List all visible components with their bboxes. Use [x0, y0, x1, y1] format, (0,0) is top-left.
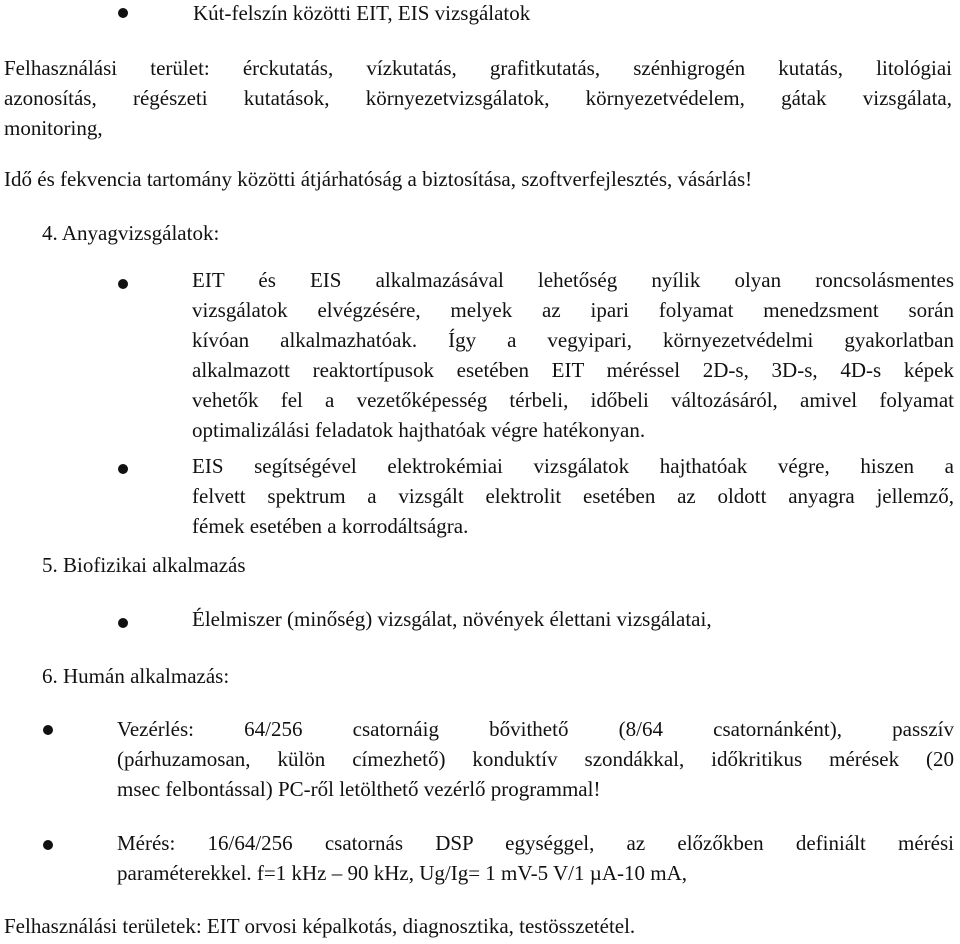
- bullet-dot: [118, 8, 128, 18]
- bullet-dot: [43, 840, 53, 850]
- section-6-heading: 6. Humán alkalmazás:: [42, 664, 230, 688]
- s6-b2-line-2: paraméterekkel. f=1 kHz – 90 kHz, Ug/Ig= 1 mV-5 V/1 µA-10 mA,: [117, 861, 688, 885]
- s4-b1-line-2: vizsgálatok elvégzésére, melyek az ipari folyamat menedzsment során: [192, 298, 954, 322]
- s4-b1-line-5: vehetők fel a vezetőképesség térbeli, időbeli változásáról, amivel folyamat: [192, 388, 954, 412]
- s4-b2-line-2: felvett spektrum a vizsgált elektrolit esetében az oldott anyagra jellemző,: [192, 484, 954, 508]
- usage-line-1: Felhasználási terület: érckutatás, vízkutatás, grafitkutatás, szénhigrogén kutatás, litológiai: [4, 56, 952, 80]
- s6-b1-line-2: (párhuzamosan, külön címezhető) konduktív szondákkal, időkritikus mérések (20: [117, 747, 954, 771]
- s4-b1-line-4: alkalmazott reaktortípusok esetében EIT méréssel 2D-s, 3D-s, 4D-s képek: [192, 358, 954, 382]
- s4-b2-line-1: EIS segítségével elektrokémiai vizsgálatok hajthatóak végre, hiszen a: [192, 454, 954, 478]
- usage-areas-line: Felhasználási területek: EIT orvosi képalkotás, diagnosztika, testösszetétel.: [4, 914, 636, 938]
- usage-line-3: monitoring,: [4, 116, 103, 140]
- bullet-dot: [118, 279, 128, 289]
- section-4-heading: 4. Anyagvizsgálatok:: [42, 221, 220, 245]
- s6-b1-line-1: Vezérlés: 64/256 csatornáig bővithető (8/64 csatornánként), passzív: [117, 717, 954, 741]
- bullet-dot: [118, 464, 128, 474]
- s5-b1-text: Élelmiszer (minőség) vizsgálat, növények élettani vizsgálatai,: [192, 607, 712, 631]
- bullet-dot: [118, 618, 128, 628]
- section-5-heading: 5. Biofizikai alkalmazás: [42, 553, 246, 577]
- bullet-dot: [43, 725, 53, 735]
- usage-line-2: azonosítás, régészeti kutatások, környezetvizsgálatok, környezetvédelem, gátak vizsgálata,: [4, 86, 952, 110]
- s4-b1-line-3: kívóan alkalmazhatóak. Így a vegyipari, környezetvédelmi gyakorlatban: [192, 328, 954, 352]
- s6-b1-line-3: msec felbontással) PC-ről letölthető vezérlő programmal!: [117, 777, 601, 801]
- s4-b2-line-3: fémek esetében a korrodáltságra.: [192, 514, 469, 538]
- s4-b1-line-6: optimalizálási feladatok hajthatóak végre hatékonyan.: [192, 418, 646, 442]
- s6-b2-line-1: Mérés: 16/64/256 csatornás DSP egységgel, az előzőkben definiált mérési: [117, 831, 954, 855]
- time-frequency-line: Idő és fekvencia tartomány közötti átjárhatóság a biztosítása, szoftverfejlesztés, vásárlás!: [4, 167, 753, 191]
- s4-b1-line-1: EIT és EIS alkalmazásával lehetőség nyílik olyan roncsolásmentes: [192, 268, 954, 292]
- intro-bullet-text: Kút-felszín közötti EIT, EIS vizsgálatok: [193, 1, 531, 25]
